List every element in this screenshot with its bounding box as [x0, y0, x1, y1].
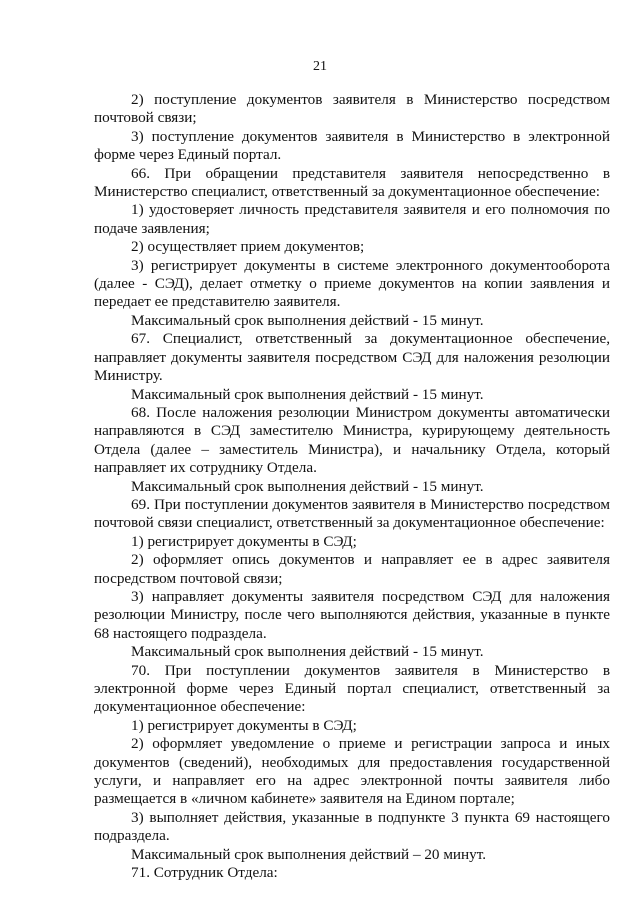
paragraph: 67. Специалист, ответственный за документационное обеспечение, направляет документы заявителя посредством СЭД для наложения резолюции Министру. [94, 330, 610, 385]
page-number: 21 [313, 59, 327, 74]
paragraph: 2) оформляет уведомление о приеме и регистрации запроса и иных документов (сведений), необходимых для предоставления государственной услуги, и направляет его на адрес электронной почты заявителя либо размещается в «личном кабинете» заявителя на Едином портале; [94, 735, 610, 808]
paragraph: Максимальный срок выполнения действий - 15 минут. [131, 477, 484, 495]
paragraph: 68. После наложения резолюции Министром документы автоматически направляются в СЭД заместителю Министра, курирующему деятельность Отдела (далее – заместитель Министра), и начальнику Отдела, который направляет их сотруднику Отдела. [94, 403, 610, 477]
paragraph: 69. При поступлении документов заявителя в Министерство посредством почтовой связи специалист, ответственный за документационное обеспечение: [94, 495, 610, 532]
paragraph: 66. При обращении представителя заявителя непосредственно в Министерство специалист, ответственный за документационное обеспечение: [94, 164, 610, 201]
paragraph: 1) регистрирует документы в СЭД; [131, 532, 357, 550]
paragraph: Максимальный срок выполнения действий - 15 минут. [131, 311, 484, 329]
paragraph: 70. При поступлении документов заявителя в Министерство в электронной форме через Единый портал специалист, ответственный за документационное обеспечение: [94, 661, 610, 716]
document-body [94, 91, 610, 882]
paragraph: 3) направляет документы заявителя посредством СЭД для наложения резолюции Министру, после чего выполняются действия, указанные в пункте 68 настоящего подраздела. [94, 587, 610, 642]
paragraph: Максимальный срок выполнения действий - 15 минут. [131, 385, 484, 403]
paragraph: Максимальный срок выполнения действий – 20 минут. [131, 845, 487, 863]
paragraph: 1) удостоверяет личность представителя заявителя и его полномочия по подаче заявления; [94, 201, 610, 237]
paragraph: 3) поступление документов заявителя в Министерство в электронной форме через Единый портал. [94, 127, 610, 164]
paragraph: 3) выполняет действия, указанные в подпункте 3 пункта 69 настоящего подраздела. [94, 808, 610, 845]
paragraph: 2) поступление документов заявителя в Министерство посредством почтовой связи; [94, 91, 610, 127]
paragraph: 2) осуществляет прием документов; [131, 238, 365, 256]
paragraph: Максимальный срок выполнения действий - 15 минут. [131, 643, 484, 661]
paragraph: 2) оформляет опись документов и направляет ее в адрес заявителя посредством почтовой связи; [94, 551, 610, 587]
paragraph: 71. Сотрудник Отдела: [131, 864, 278, 882]
paragraph: 3) регистрирует документы в системе электронного документооборота (далее - СЭД), делает отметку о приеме документов на копии заявления и передает ее представителю заявителя. [94, 256, 610, 311]
paragraph: 1) регистрирует документы в СЭД; [131, 716, 357, 734]
